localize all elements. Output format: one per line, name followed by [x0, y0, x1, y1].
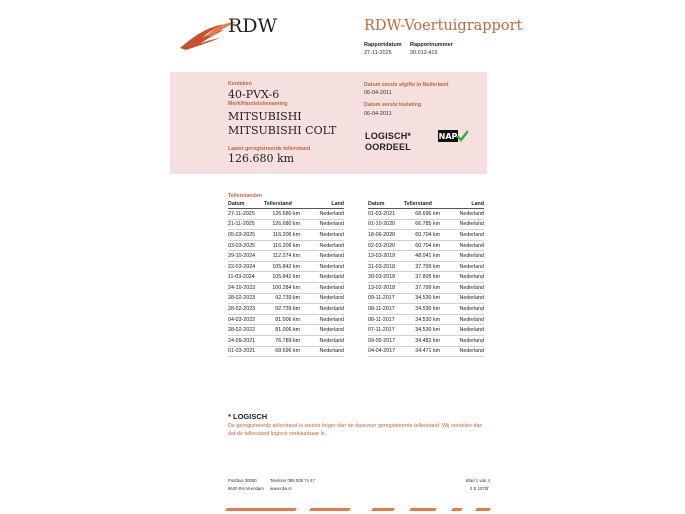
table-row [228, 230, 344, 241]
table-row [368, 240, 484, 251]
rapportnummer-value: 30.012.416 [410, 50, 438, 56]
table-row [368, 219, 484, 230]
row-land: Nederland [308, 240, 344, 251]
table-row [368, 272, 484, 283]
row-tellerstand: 92.739 km [264, 304, 308, 315]
row-datum: 09-05-2017 [368, 335, 404, 346]
table-row [228, 293, 344, 304]
row-tellerstand: 126.680 km [264, 219, 308, 230]
table-row [368, 346, 484, 357]
row-datum: 08-11-2017 [368, 314, 404, 325]
row-tellerstand: 126.680 km [264, 209, 308, 220]
row-land: Nederland [448, 272, 484, 283]
eerste-toelating-value: 06-04-2011 [364, 111, 392, 117]
oordeel-line2: OORDEEL [365, 142, 411, 152]
footer-website: www.rdw.nl [270, 486, 292, 491]
footer-stripe [475, 508, 491, 511]
table-row [368, 230, 484, 241]
table-row [368, 304, 484, 315]
row-land: Nederland [308, 335, 344, 346]
table-row [368, 335, 484, 346]
row-datum: 11-03-2024 [228, 272, 264, 283]
row-tellerstand: 112.274 km [264, 251, 308, 262]
oordeel-text [365, 131, 411, 153]
row-land: Nederland [448, 240, 484, 251]
col-land: Land [308, 200, 344, 209]
row-tellerstand: 116.206 km [264, 240, 308, 251]
row-datum: 29-10-2024 [228, 251, 264, 262]
row-tellerstand: 34.530 km [404, 304, 448, 315]
table-row [228, 219, 344, 230]
col-tellerstand: Tellerstand [264, 200, 308, 209]
row-land: Nederland [308, 304, 344, 315]
row-land: Nederland [448, 335, 484, 346]
row-tellerstand: 105.842 km [264, 272, 308, 283]
row-datum: 24-10-2023 [228, 283, 264, 294]
table-row [228, 240, 344, 251]
footer-stripe [371, 508, 395, 511]
row-tellerstand: 100.284 km [264, 283, 308, 294]
table-row [228, 209, 344, 220]
row-tellerstand: 81.006 km [264, 314, 308, 325]
row-land: Nederland [308, 325, 344, 336]
table-row [228, 325, 344, 336]
merk-value: MITSUBISHI [228, 110, 302, 123]
row-datum: 01-10-2020 [368, 219, 404, 230]
row-datum: 28-02-2022 [228, 325, 264, 336]
table-row [228, 251, 344, 262]
row-land: Nederland [308, 293, 344, 304]
row-land: Nederland [448, 219, 484, 230]
row-datum: 07-11-2017 [368, 325, 404, 336]
footer-code: 2 E 1075f [470, 486, 489, 491]
row-datum: 04-04-2017 [368, 346, 404, 357]
rapportdatum-value: 27-11-2025 [364, 50, 392, 56]
row-tellerstand: 68.696 km [404, 209, 448, 220]
row-land: Nederland [308, 230, 344, 241]
table-row [228, 335, 344, 346]
row-land: Nederland [448, 283, 484, 294]
footnote-text: De geregistreerde tellerstand is steeds hoger dan de daarvoor geregistreerde tellerstand. Wij oordelen dan dat de tellerstand logisch verklaarbaar is. [228, 423, 483, 437]
footer-postbus: Postbus 30000 [228, 478, 257, 483]
footnote-title: * LOGISCH [228, 412, 268, 421]
nap-logo-text: NAP [438, 132, 458, 141]
row-tellerstand: 37.799 km [404, 261, 448, 272]
table-row [228, 272, 344, 283]
kenteken-label: Kenteken [228, 81, 252, 87]
row-tellerstand: 34.530 km [404, 314, 448, 325]
row-tellerstand: 34.471 km [404, 346, 448, 357]
row-tellerstand: 81.006 km [264, 325, 308, 336]
row-datum: 31-03-2018 [368, 261, 404, 272]
col-datum: Datum [368, 200, 404, 209]
table-row [228, 261, 344, 272]
row-tellerstand: 105.842 km [264, 261, 308, 272]
footer-stripe [309, 508, 351, 511]
brand-name: RDW [228, 15, 278, 37]
row-tellerstand: 68.696 km [264, 346, 308, 357]
row-tellerstand: 92.739 km [264, 293, 308, 304]
km-label: Laatst geregistreerde tellerstand [228, 146, 311, 152]
row-land: Nederland [308, 209, 344, 220]
footer-stripe [225, 508, 297, 511]
handelsbenaming-value: MITSUBISHI COLT [228, 124, 337, 137]
footer-blad: Blad 1 van 4 [466, 478, 490, 483]
row-datum: 21-11-2025 [228, 219, 264, 230]
row-tellerstand: 34.530 km [404, 293, 448, 304]
row-datum: 04-03-2022 [228, 314, 264, 325]
row-land: Nederland [448, 261, 484, 272]
row-datum: 01-03-2021 [228, 346, 264, 357]
row-tellerstand: 34.482 km [404, 335, 448, 346]
table-row [368, 251, 484, 262]
row-tellerstand: 66.785 km [404, 219, 448, 230]
row-land: Nederland [308, 314, 344, 325]
merk-label: Merk/Handelsbenaming [228, 101, 288, 107]
row-land: Nederland [448, 293, 484, 304]
row-land: Nederland [308, 251, 344, 262]
row-tellerstand: 60.704 km [404, 240, 448, 251]
report-title: RDW-Voertuigrapport [364, 18, 523, 34]
row-land: Nederland [448, 346, 484, 357]
table-row [228, 283, 344, 294]
row-tellerstand: 48.041 km [404, 251, 448, 262]
row-datum: 27-11-2025 [228, 209, 264, 220]
row-land: Nederland [448, 314, 484, 325]
col-datum: Datum [228, 200, 264, 209]
row-datum: 01-03-2021 [368, 209, 404, 220]
row-datum: 03-03-2025 [228, 240, 264, 251]
footer-stripe [451, 508, 463, 511]
row-land: Nederland [448, 304, 484, 315]
footer-stripe [409, 508, 437, 511]
row-datum: 22-03-2024 [228, 261, 264, 272]
row-tellerstand: 34.530 km [404, 325, 448, 336]
row-datum: 30-03-2018 [368, 272, 404, 283]
col-tellerstand: Tellerstand [404, 200, 448, 209]
row-land: Nederland [448, 230, 484, 241]
rapportdatum-label: Rapportdatum [364, 42, 402, 48]
row-datum: 28-02-2023 [228, 293, 264, 304]
row-land: Nederland [308, 272, 344, 283]
table-row [368, 261, 484, 272]
row-land: Nederland [308, 219, 344, 230]
row-datum: 08-11-2017 [368, 304, 404, 315]
row-tellerstand: 76.789 km [264, 335, 308, 346]
table-row [368, 209, 484, 220]
table-row [228, 304, 344, 315]
row-datum: 09-11-2017 [368, 293, 404, 304]
oordeel-line1: LOGISCH* [365, 131, 412, 141]
row-datum: 28-02-2023 [228, 304, 264, 315]
row-datum: 13-03-2019 [368, 251, 404, 262]
kenteken-value: 40-PVX-6 [228, 88, 280, 101]
tellerstanden-table-left [228, 200, 344, 357]
tellerstanden-title: Tellerstanden [228, 193, 263, 199]
eerste-afgifte-label: Datum eerste afgifte in Nederland [364, 82, 449, 88]
row-datum: 13-02-2018 [368, 283, 404, 294]
table-row [368, 283, 484, 294]
row-tellerstand: 116.206 km [264, 230, 308, 241]
row-tellerstand: 37.799 km [404, 283, 448, 294]
row-land: Nederland [308, 261, 344, 272]
row-land: Nederland [308, 283, 344, 294]
row-tellerstand: 37.805 km [404, 272, 448, 283]
footer-plaats: 9640 RA Veendam [228, 486, 264, 491]
rapportnummer-label: Rapportnummer [410, 42, 453, 48]
row-land: Nederland [448, 325, 484, 336]
footer-telefoon: Telefoon 088 008 74 47 [270, 478, 315, 483]
row-tellerstand: 60.704 km [404, 230, 448, 241]
col-land: Land [448, 200, 484, 209]
tellerstanden-table-right [368, 200, 484, 357]
row-datum: 02-03-2020 [368, 240, 404, 251]
row-land: Nederland [308, 346, 344, 357]
table-row [228, 314, 344, 325]
eerste-afgifte-value: 06-04-2011 [364, 90, 392, 96]
row-datum: 18-06-2020 [368, 230, 404, 241]
row-datum: 05-03-2025 [228, 230, 264, 241]
row-datum: 24-09-2021 [228, 335, 264, 346]
nap-check-icon [438, 130, 468, 142]
row-land: Nederland [448, 251, 484, 262]
table-row [368, 314, 484, 325]
row-land: Nederland [448, 209, 484, 220]
table-row [368, 293, 484, 304]
table-row [368, 325, 484, 336]
eerste-toelating-label: Datum eerste toelating [364, 102, 422, 108]
km-value: 126.680 km [228, 152, 295, 165]
table-row [228, 346, 344, 357]
